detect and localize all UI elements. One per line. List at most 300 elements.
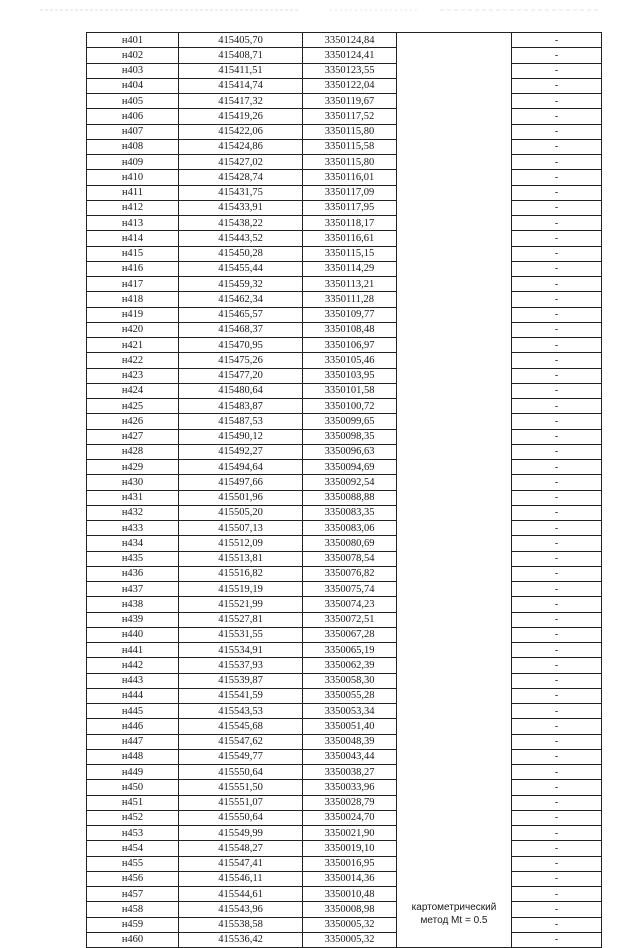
point-id-cell: н455: [87, 856, 179, 871]
scan-artifact-line: [0, 6, 640, 16]
accuracy-cell: -: [512, 490, 602, 505]
y-coordinate-cell: 3350117,95: [303, 200, 397, 215]
point-id-cell: н441: [87, 643, 179, 658]
y-coordinate-cell: 3350114,29: [303, 261, 397, 276]
accuracy-cell: -: [512, 917, 602, 932]
accuracy-cell: -: [512, 505, 602, 520]
accuracy-cell: -: [512, 475, 602, 490]
table-row: [87, 887, 602, 902]
table-row: [87, 460, 602, 475]
table-row: [87, 353, 602, 368]
table-row: [87, 780, 602, 795]
y-coordinate-cell: 3350111,28: [303, 292, 397, 307]
table-row: [87, 48, 602, 63]
point-id-cell: н407: [87, 124, 179, 139]
table-row: [87, 261, 602, 276]
table-row: [87, 871, 602, 886]
point-id-cell: н405: [87, 94, 179, 109]
y-coordinate-cell: 3350075,74: [303, 582, 397, 597]
point-id-cell: н433: [87, 521, 179, 536]
x-coordinate-cell: 415468,37: [179, 322, 303, 337]
y-coordinate-cell: 3350098,35: [303, 429, 397, 444]
point-id-cell: н459: [87, 917, 179, 932]
point-id-cell: н428: [87, 444, 179, 459]
y-coordinate-cell: 3350062,39: [303, 658, 397, 673]
x-coordinate-cell: 415492,27: [179, 444, 303, 459]
y-coordinate-cell: 3350105,46: [303, 353, 397, 368]
point-id-cell: н421: [87, 338, 179, 353]
table-row: [87, 658, 602, 673]
table-row: [87, 216, 602, 231]
point-id-cell: н447: [87, 734, 179, 749]
table-row: [87, 734, 602, 749]
table-row: [87, 490, 602, 505]
y-coordinate-cell: 3350124,84: [303, 33, 397, 48]
x-coordinate-cell: 415507,13: [179, 521, 303, 536]
point-id-cell: н444: [87, 688, 179, 703]
accuracy-cell: -: [512, 399, 602, 414]
point-id-cell: н456: [87, 871, 179, 886]
point-id-cell: н429: [87, 460, 179, 475]
x-coordinate-cell: 415543,53: [179, 704, 303, 719]
table-row: [87, 902, 602, 917]
x-coordinate-cell: 415490,12: [179, 429, 303, 444]
y-coordinate-cell: 3350083,06: [303, 521, 397, 536]
x-coordinate-cell: 415450,28: [179, 246, 303, 261]
accuracy-cell: -: [512, 719, 602, 734]
point-id-cell: н404: [87, 78, 179, 93]
table-row: [87, 826, 602, 841]
y-coordinate-cell: 3350065,19: [303, 643, 397, 658]
table-row: [87, 307, 602, 322]
coordinates-table-body: [87, 33, 602, 948]
y-coordinate-cell: 3350067,28: [303, 627, 397, 642]
accuracy-cell: -: [512, 826, 602, 841]
table-row: [87, 627, 602, 642]
accuracy-cell: -: [512, 795, 602, 810]
accuracy-cell: -: [512, 688, 602, 703]
table-row: [87, 765, 602, 780]
accuracy-cell: -: [512, 444, 602, 459]
table-row: [87, 475, 602, 490]
table-row: [87, 109, 602, 124]
table-row: [87, 582, 602, 597]
accuracy-cell: -: [512, 277, 602, 292]
point-id-cell: н449: [87, 765, 179, 780]
point-id-cell: н443: [87, 673, 179, 688]
x-coordinate-cell: 415497,66: [179, 475, 303, 490]
y-coordinate-cell: 3350053,34: [303, 704, 397, 719]
x-coordinate-cell: 415459,32: [179, 277, 303, 292]
point-id-cell: н442: [87, 658, 179, 673]
point-id-cell: н439: [87, 612, 179, 627]
accuracy-cell: -: [512, 185, 602, 200]
accuracy-cell: -: [512, 871, 602, 886]
accuracy-cell: -: [512, 383, 602, 398]
accuracy-cell: -: [512, 200, 602, 215]
x-coordinate-cell: 415527,81: [179, 612, 303, 627]
point-id-cell: н458: [87, 902, 179, 917]
table-row: [87, 932, 602, 947]
y-coordinate-cell: 3350099,65: [303, 414, 397, 429]
x-coordinate-cell: 415494,64: [179, 460, 303, 475]
x-coordinate-cell: 415534,91: [179, 643, 303, 658]
accuracy-cell: -: [512, 109, 602, 124]
y-coordinate-cell: 3350019,10: [303, 841, 397, 856]
accuracy-cell: -: [512, 139, 602, 154]
accuracy-cell: -: [512, 536, 602, 551]
x-coordinate-cell: 415475,26: [179, 353, 303, 368]
table-row: [87, 368, 602, 383]
y-coordinate-cell: 3350113,21: [303, 277, 397, 292]
table-row: [87, 551, 602, 566]
table-row: [87, 841, 602, 856]
y-coordinate-cell: 3350101,58: [303, 383, 397, 398]
point-id-cell: н410: [87, 170, 179, 185]
y-coordinate-cell: 3350119,67: [303, 94, 397, 109]
x-coordinate-cell: 415419,26: [179, 109, 303, 124]
y-coordinate-cell: 3350016,95: [303, 856, 397, 871]
point-id-cell: н446: [87, 719, 179, 734]
method-cell: картометрический метод Mt = 0.5: [397, 33, 512, 948]
table-row: [87, 277, 602, 292]
point-id-cell: н445: [87, 704, 179, 719]
accuracy-cell: -: [512, 78, 602, 93]
x-coordinate-cell: 415477,20: [179, 368, 303, 383]
x-coordinate-cell: 415547,41: [179, 856, 303, 871]
y-coordinate-cell: 3350024,70: [303, 810, 397, 825]
x-coordinate-cell: 415422,06: [179, 124, 303, 139]
accuracy-cell: -: [512, 155, 602, 170]
point-id-cell: н402: [87, 48, 179, 63]
table-row: [87, 322, 602, 337]
x-coordinate-cell: 415551,07: [179, 795, 303, 810]
accuracy-cell: -: [512, 216, 602, 231]
y-coordinate-cell: 3350014,36: [303, 871, 397, 886]
point-id-cell: н425: [87, 399, 179, 414]
table-row: [87, 688, 602, 703]
y-coordinate-cell: 3350008,98: [303, 902, 397, 917]
y-coordinate-cell: 3350005,32: [303, 932, 397, 947]
accuracy-cell: -: [512, 810, 602, 825]
point-id-cell: н415: [87, 246, 179, 261]
table-row: [87, 78, 602, 93]
point-id-cell: н406: [87, 109, 179, 124]
y-coordinate-cell: 3350092,54: [303, 475, 397, 490]
point-id-cell: н424: [87, 383, 179, 398]
y-coordinate-cell: 3350106,97: [303, 338, 397, 353]
accuracy-cell: -: [512, 704, 602, 719]
table-row: [87, 246, 602, 261]
point-id-cell: н436: [87, 566, 179, 581]
table-row: [87, 444, 602, 459]
y-coordinate-cell: 3350094,69: [303, 460, 397, 475]
point-id-cell: н440: [87, 627, 179, 642]
x-coordinate-cell: 415428,74: [179, 170, 303, 185]
x-coordinate-cell: 415536,42: [179, 932, 303, 947]
y-coordinate-cell: 3350048,39: [303, 734, 397, 749]
accuracy-cell: -: [512, 566, 602, 581]
y-coordinate-cell: 3350088,88: [303, 490, 397, 505]
table-row: [87, 856, 602, 871]
x-coordinate-cell: 415538,58: [179, 917, 303, 932]
x-coordinate-cell: 415549,99: [179, 826, 303, 841]
point-id-cell: н438: [87, 597, 179, 612]
point-id-cell: н437: [87, 582, 179, 597]
table-row: [87, 292, 602, 307]
x-coordinate-cell: 415521,99: [179, 597, 303, 612]
y-coordinate-cell: 3350021,90: [303, 826, 397, 841]
x-coordinate-cell: 415551,50: [179, 780, 303, 795]
y-coordinate-cell: 3350028,79: [303, 795, 397, 810]
table-row: [87, 810, 602, 825]
x-coordinate-cell: 415483,87: [179, 399, 303, 414]
accuracy-cell: -: [512, 429, 602, 444]
x-coordinate-cell: 415414,74: [179, 78, 303, 93]
point-id-cell: н454: [87, 841, 179, 856]
point-id-cell: н431: [87, 490, 179, 505]
x-coordinate-cell: 415519,19: [179, 582, 303, 597]
table-row: [87, 536, 602, 551]
accuracy-cell: -: [512, 322, 602, 337]
x-coordinate-cell: 415547,62: [179, 734, 303, 749]
accuracy-cell: -: [512, 63, 602, 78]
accuracy-cell: -: [512, 338, 602, 353]
point-id-cell: н409: [87, 155, 179, 170]
table-row: [87, 749, 602, 764]
accuracy-cell: -: [512, 368, 602, 383]
y-coordinate-cell: 3350010,48: [303, 887, 397, 902]
accuracy-cell: -: [512, 597, 602, 612]
y-coordinate-cell: 3350005,32: [303, 917, 397, 932]
accuracy-cell: -: [512, 292, 602, 307]
table-row: [87, 917, 602, 932]
accuracy-cell: -: [512, 887, 602, 902]
point-id-cell: н419: [87, 307, 179, 322]
x-coordinate-cell: 415408,71: [179, 48, 303, 63]
x-coordinate-cell: 415513,81: [179, 551, 303, 566]
point-id-cell: н426: [87, 414, 179, 429]
table-row: [87, 155, 602, 170]
accuracy-cell: -: [512, 643, 602, 658]
point-id-cell: н448: [87, 749, 179, 764]
point-id-cell: н432: [87, 505, 179, 520]
x-coordinate-cell: 415543,96: [179, 902, 303, 917]
y-coordinate-cell: 3350116,01: [303, 170, 397, 185]
table-row: [87, 597, 602, 612]
point-id-cell: н413: [87, 216, 179, 231]
x-coordinate-cell: 415501,96: [179, 490, 303, 505]
table-row: [87, 383, 602, 398]
x-coordinate-cell: 415431,75: [179, 185, 303, 200]
x-coordinate-cell: 415531,55: [179, 627, 303, 642]
table-row: [87, 643, 602, 658]
y-coordinate-cell: 3350078,54: [303, 551, 397, 566]
accuracy-cell: -: [512, 658, 602, 673]
point-id-cell: н418: [87, 292, 179, 307]
table-row: [87, 94, 602, 109]
table-row: [87, 521, 602, 536]
y-coordinate-cell: 3350033,96: [303, 780, 397, 795]
point-id-cell: н452: [87, 810, 179, 825]
x-coordinate-cell: 415470,95: [179, 338, 303, 353]
x-coordinate-cell: 415545,68: [179, 719, 303, 734]
y-coordinate-cell: 3350100,72: [303, 399, 397, 414]
point-id-cell: н430: [87, 475, 179, 490]
table-row: [87, 63, 602, 78]
accuracy-cell: -: [512, 414, 602, 429]
y-coordinate-cell: 3350076,82: [303, 566, 397, 581]
point-id-cell: н414: [87, 231, 179, 246]
coordinates-table: [86, 32, 602, 948]
x-coordinate-cell: 415487,53: [179, 414, 303, 429]
x-coordinate-cell: 415465,57: [179, 307, 303, 322]
point-id-cell: н401: [87, 33, 179, 48]
accuracy-cell: -: [512, 841, 602, 856]
point-id-cell: н450: [87, 780, 179, 795]
y-coordinate-cell: 3350058,30: [303, 673, 397, 688]
accuracy-cell: -: [512, 48, 602, 63]
accuracy-cell: -: [512, 460, 602, 475]
y-coordinate-cell: 3350038,27: [303, 765, 397, 780]
x-coordinate-cell: 415512,09: [179, 536, 303, 551]
x-coordinate-cell: 415537,93: [179, 658, 303, 673]
y-coordinate-cell: 3350115,58: [303, 139, 397, 154]
table-row: [87, 124, 602, 139]
accuracy-cell: -: [512, 856, 602, 871]
x-coordinate-cell: 415424,86: [179, 139, 303, 154]
table-row: [87, 612, 602, 627]
accuracy-cell: -: [512, 582, 602, 597]
accuracy-cell: -: [512, 627, 602, 642]
x-coordinate-cell: 415539,87: [179, 673, 303, 688]
table-row: [87, 414, 602, 429]
accuracy-cell: -: [512, 231, 602, 246]
table-row: [87, 170, 602, 185]
accuracy-cell: -: [512, 124, 602, 139]
y-coordinate-cell: 3350103,95: [303, 368, 397, 383]
accuracy-cell: -: [512, 612, 602, 627]
y-coordinate-cell: 3350124,41: [303, 48, 397, 63]
point-id-cell: н435: [87, 551, 179, 566]
point-id-cell: н434: [87, 536, 179, 551]
x-coordinate-cell: 415438,22: [179, 216, 303, 231]
x-coordinate-cell: 415550,64: [179, 765, 303, 780]
table-row: [87, 795, 602, 810]
x-coordinate-cell: 415550,64: [179, 810, 303, 825]
y-coordinate-cell: 3350115,80: [303, 124, 397, 139]
point-id-cell: н423: [87, 368, 179, 383]
point-id-cell: н411: [87, 185, 179, 200]
x-coordinate-cell: 415411,51: [179, 63, 303, 78]
accuracy-cell: -: [512, 749, 602, 764]
accuracy-cell: -: [512, 673, 602, 688]
table-row: [87, 719, 602, 734]
y-coordinate-cell: 3350080,69: [303, 536, 397, 551]
x-coordinate-cell: 415548,27: [179, 841, 303, 856]
y-coordinate-cell: 3350115,80: [303, 155, 397, 170]
table-row: [87, 33, 602, 48]
x-coordinate-cell: 415549,77: [179, 749, 303, 764]
accuracy-cell: -: [512, 33, 602, 48]
table-row: [87, 399, 602, 414]
accuracy-cell: -: [512, 734, 602, 749]
y-coordinate-cell: 3350108,48: [303, 322, 397, 337]
point-id-cell: н417: [87, 277, 179, 292]
y-coordinate-cell: 3350117,52: [303, 109, 397, 124]
point-id-cell: н453: [87, 826, 179, 841]
table-row: [87, 505, 602, 520]
accuracy-cell: -: [512, 170, 602, 185]
point-id-cell: н460: [87, 932, 179, 947]
y-coordinate-cell: 3350115,15: [303, 246, 397, 261]
x-coordinate-cell: 415541,59: [179, 688, 303, 703]
x-coordinate-cell: 415480,64: [179, 383, 303, 398]
table-row: [87, 231, 602, 246]
y-coordinate-cell: 3350074,23: [303, 597, 397, 612]
point-id-cell: н422: [87, 353, 179, 368]
table-row: [87, 704, 602, 719]
table-row: [87, 338, 602, 353]
point-id-cell: н416: [87, 261, 179, 276]
y-coordinate-cell: 3350083,35: [303, 505, 397, 520]
x-coordinate-cell: 415417,32: [179, 94, 303, 109]
accuracy-cell: -: [512, 246, 602, 261]
accuracy-cell: -: [512, 521, 602, 536]
x-coordinate-cell: 415427,02: [179, 155, 303, 170]
x-coordinate-cell: 415516,82: [179, 566, 303, 581]
table-row: [87, 200, 602, 215]
y-coordinate-cell: 3350051,40: [303, 719, 397, 734]
accuracy-cell: -: [512, 932, 602, 947]
x-coordinate-cell: 415433,91: [179, 200, 303, 215]
accuracy-cell: -: [512, 765, 602, 780]
y-coordinate-cell: 3350116,61: [303, 231, 397, 246]
y-coordinate-cell: 3350109,77: [303, 307, 397, 322]
y-coordinate-cell: 3350072,51: [303, 612, 397, 627]
y-coordinate-cell: 3350118,17: [303, 216, 397, 231]
accuracy-cell: -: [512, 353, 602, 368]
accuracy-cell: -: [512, 551, 602, 566]
point-id-cell: н408: [87, 139, 179, 154]
y-coordinate-cell: 3350123,55: [303, 63, 397, 78]
y-coordinate-cell: 3350055,28: [303, 688, 397, 703]
y-coordinate-cell: 3350122,04: [303, 78, 397, 93]
x-coordinate-cell: 415546,11: [179, 871, 303, 886]
x-coordinate-cell: 415505,20: [179, 505, 303, 520]
x-coordinate-cell: 415462,34: [179, 292, 303, 307]
point-id-cell: н403: [87, 63, 179, 78]
x-coordinate-cell: 415443,52: [179, 231, 303, 246]
table-row: [87, 673, 602, 688]
table-row: [87, 139, 602, 154]
table-row: [87, 185, 602, 200]
accuracy-cell: -: [512, 94, 602, 109]
accuracy-cell: -: [512, 780, 602, 795]
accuracy-cell: -: [512, 902, 602, 917]
table-row: [87, 566, 602, 581]
point-id-cell: н420: [87, 322, 179, 337]
x-coordinate-cell: 415544,61: [179, 887, 303, 902]
point-id-cell: н451: [87, 795, 179, 810]
table-row: [87, 429, 602, 444]
y-coordinate-cell: 3350043,44: [303, 749, 397, 764]
accuracy-cell: -: [512, 307, 602, 322]
point-id-cell: н457: [87, 887, 179, 902]
x-coordinate-cell: 415455,44: [179, 261, 303, 276]
y-coordinate-cell: 3350096,63: [303, 444, 397, 459]
accuracy-cell: -: [512, 261, 602, 276]
